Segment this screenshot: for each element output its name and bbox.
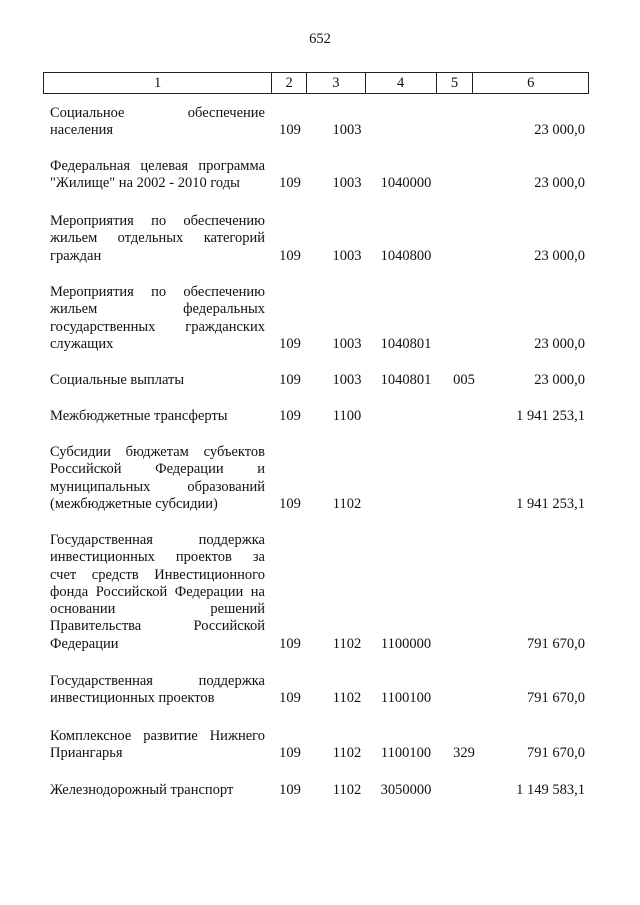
- description-line: муниципальных образований: [50, 478, 265, 495]
- description-line: Комплексное развитие Нижнего: [50, 728, 265, 744]
- cell-c2: 109: [279, 690, 301, 707]
- cell-c4: 1040801: [380, 335, 432, 352]
- cell-c6: 23 000,0: [534, 372, 585, 388]
- table-row: [50, 158, 585, 193]
- description-line: жильем федеральных: [50, 301, 265, 318]
- header-col-5: 5: [437, 73, 474, 93]
- description-line: Социальные выплаты: [50, 372, 185, 388]
- table-row: [50, 673, 585, 708]
- description-line: основании решений: [50, 601, 265, 618]
- cell-c6: 791 670,0: [527, 745, 585, 762]
- row-description: [50, 372, 265, 389]
- description-line: государственных гражданских: [50, 318, 265, 335]
- table-row: [50, 444, 585, 513]
- row-description: [50, 673, 265, 708]
- cell-c5: 005: [453, 372, 475, 388]
- description-line: инвестиционных проектов за: [50, 549, 265, 566]
- description-line: Мероприятия по обеспечению: [50, 213, 265, 229]
- table-row: [50, 782, 585, 799]
- cell-c3: 1003: [332, 335, 362, 352]
- header-col-2: 2: [272, 73, 307, 93]
- cell-c4: 3050000: [380, 782, 432, 798]
- cell-c4: 1100100: [380, 690, 432, 707]
- description-line: населения: [50, 122, 114, 139]
- row-description: [50, 408, 265, 425]
- table-row: [50, 284, 585, 353]
- description-line: фонда Российской Федерации на: [50, 583, 265, 600]
- cell-c4: 1100000: [380, 635, 432, 652]
- cell-c6: 23 000,0: [534, 122, 585, 139]
- row-description: [50, 105, 265, 140]
- cell-c2: 109: [279, 175, 301, 192]
- description-line: Федеральная целевая программа: [50, 158, 265, 174]
- table-row: [50, 105, 585, 140]
- cell-c4: 1040000: [380, 175, 432, 192]
- cell-c3: 1102: [332, 782, 362, 798]
- description-line: граждан: [50, 247, 102, 264]
- table-row: [50, 728, 585, 763]
- description-line: инвестиционных проектов: [50, 690, 215, 707]
- table-row: [50, 372, 585, 389]
- header-col-4: 4: [366, 73, 437, 93]
- description-line: Федерации: [50, 635, 119, 652]
- table-header: [43, 72, 589, 94]
- cell-c3: 1102: [332, 690, 362, 707]
- description-line: Субсидии бюджетам субъектов: [50, 444, 265, 460]
- table-row: [50, 532, 585, 653]
- cell-c2: 109: [279, 122, 301, 139]
- description-line: Социальное обеспечение: [50, 105, 265, 121]
- cell-c6: 1 941 253,1: [516, 408, 585, 424]
- row-description: [50, 728, 265, 763]
- cell-c2: 109: [279, 745, 301, 762]
- description-line: Государственная поддержка: [50, 673, 265, 689]
- cell-c2: 109: [279, 495, 301, 512]
- cell-c6: 23 000,0: [534, 175, 585, 192]
- description-line: "Жилище" на 2002 - 2010 годы: [50, 175, 240, 192]
- description-line: жильем отдельных категорий: [50, 230, 265, 247]
- description-line: Межбюджетные трансферты: [50, 408, 228, 424]
- page-number: 652: [309, 31, 331, 47]
- cell-c2: 109: [279, 782, 301, 798]
- cell-c2: 109: [279, 408, 301, 424]
- description-line: Железнодорожный транспорт: [50, 782, 234, 798]
- description-line: (межбюджетные субсидии): [50, 495, 218, 512]
- cell-c3: 1003: [332, 175, 362, 192]
- cell-c2: 109: [279, 372, 301, 388]
- row-description: [50, 532, 265, 653]
- row-description: [50, 158, 265, 193]
- header-col-1: 1: [44, 73, 272, 93]
- cell-c6: 1 149 583,1: [516, 782, 585, 798]
- cell-c3: 1003: [332, 247, 362, 264]
- description-line: Мероприятия по обеспечению: [50, 284, 265, 300]
- description-line: Приангарья: [50, 745, 123, 762]
- description-line: Правительства Российской: [50, 618, 265, 635]
- cell-c3: 1102: [332, 745, 362, 762]
- cell-c6: 791 670,0: [527, 690, 585, 707]
- cell-c6: 791 670,0: [527, 635, 585, 652]
- cell-c5: 329: [453, 745, 475, 762]
- table-row: [50, 408, 585, 425]
- cell-c3: 1003: [332, 372, 362, 388]
- cell-c3: 1003: [332, 122, 362, 139]
- header-col-3: 3: [307, 73, 366, 93]
- row-description: [50, 213, 265, 265]
- cell-c4: 1100100: [380, 745, 432, 762]
- row-description: [50, 444, 265, 513]
- description-line: служащих: [50, 335, 114, 352]
- cell-c6: 23 000,0: [534, 247, 585, 264]
- cell-c6: 1 941 253,1: [516, 495, 585, 512]
- description-line: Государственная поддержка: [50, 532, 265, 548]
- cell-c3: 1102: [332, 495, 362, 512]
- cell-c4: 1040801: [380, 372, 432, 388]
- cell-c4: 1040800: [380, 247, 432, 264]
- description-line: счет средств Инвестиционного: [50, 566, 265, 583]
- cell-c2: 109: [279, 635, 301, 652]
- row-description: [50, 782, 265, 799]
- cell-c2: 109: [279, 335, 301, 352]
- header-col-6: 6: [527, 75, 535, 91]
- cell-c2: 109: [279, 247, 301, 264]
- cell-c3: 1102: [332, 635, 362, 652]
- description-line: Российской Федерации и: [50, 461, 265, 478]
- table-row: [50, 213, 585, 265]
- row-description: [50, 284, 265, 353]
- cell-c6: 23 000,0: [534, 335, 585, 352]
- cell-c3: 1100: [332, 408, 362, 424]
